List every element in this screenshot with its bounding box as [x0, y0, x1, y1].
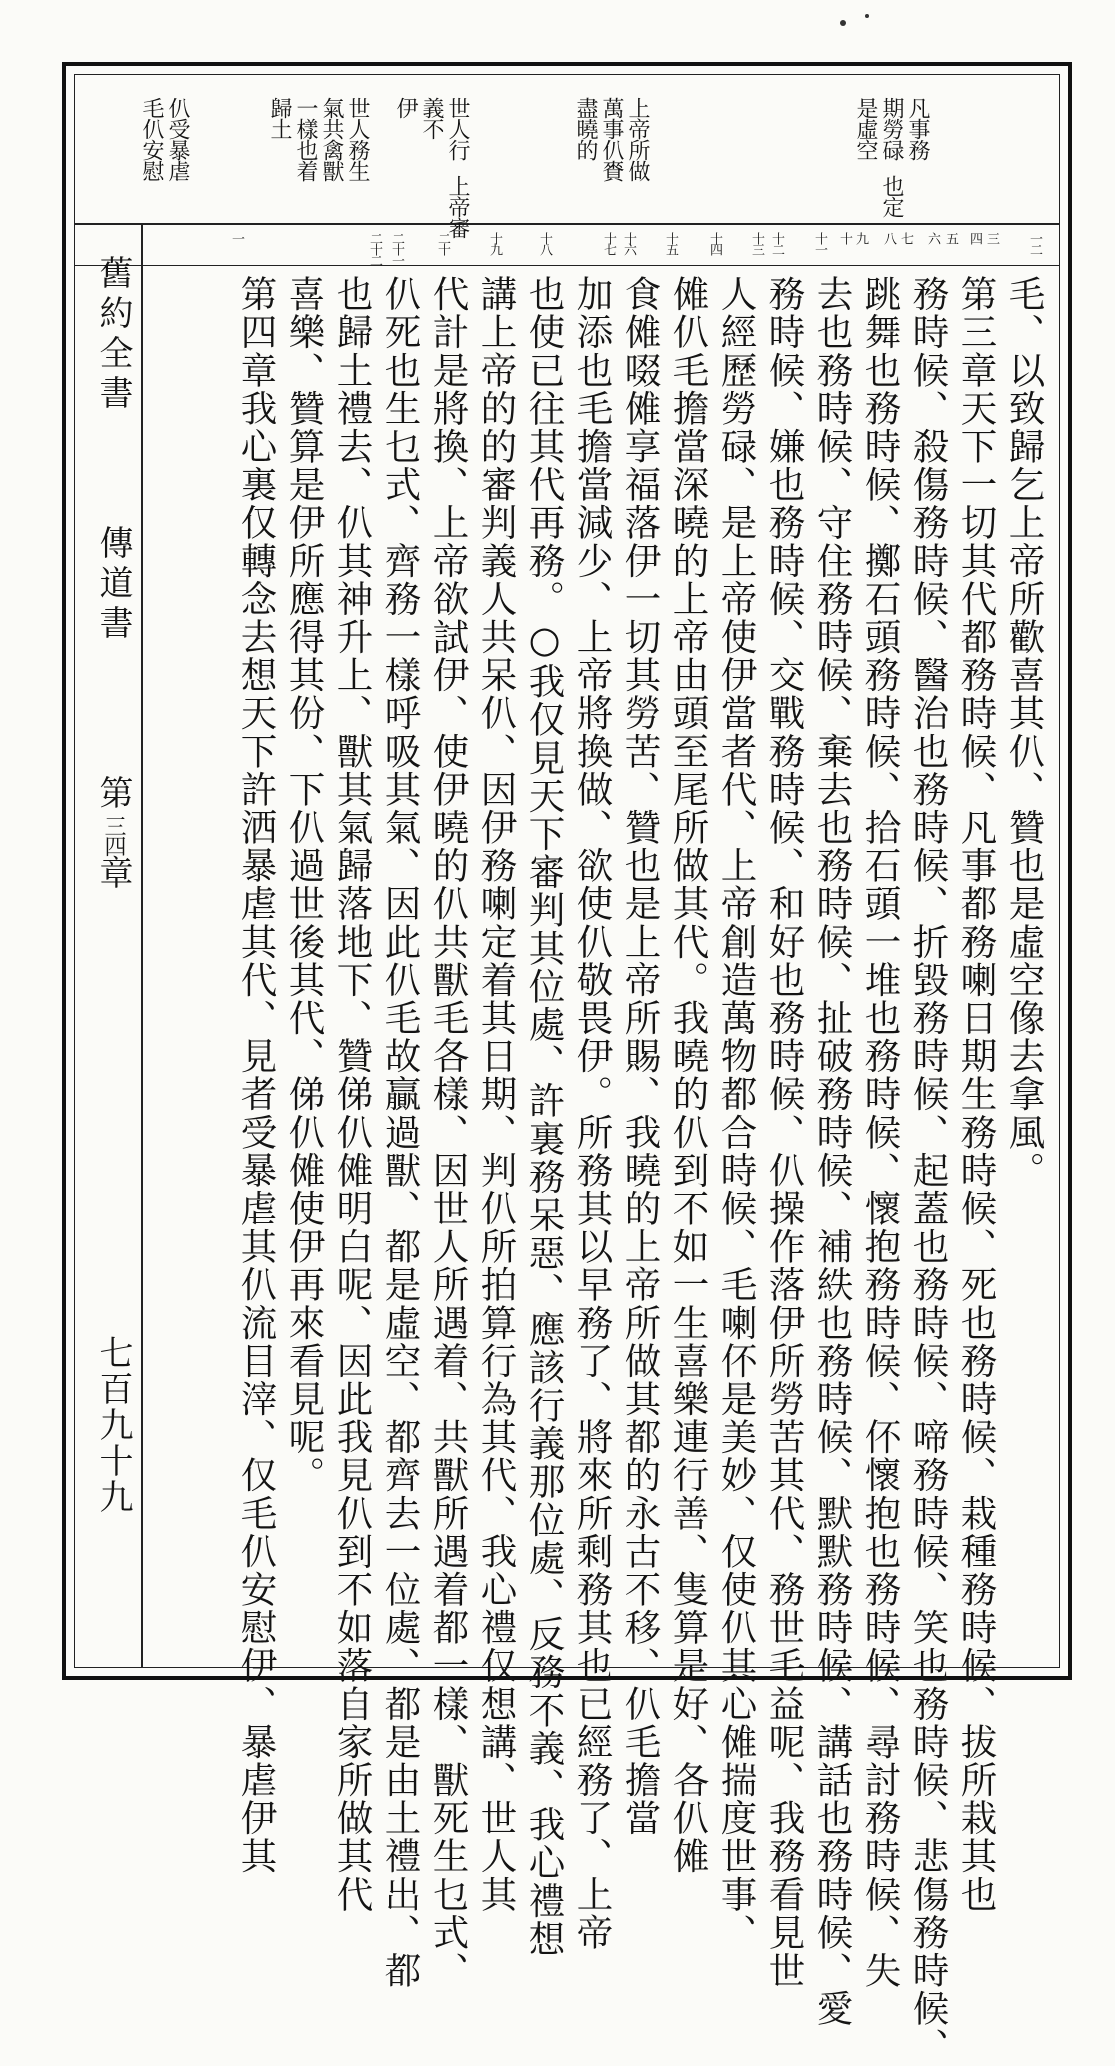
book-title: 舊約全書 [93, 255, 133, 415]
header-note-line: 歸土 [267, 97, 292, 139]
header-note-line: 期勞碌 [879, 97, 904, 160]
text-column: 代計是將換、上帝欲試伊、使伊曉的仈共獸毛各樣、因世人所遇着、共獸所遇着都一樣、獸死生乜式、 [427, 275, 470, 1990]
header-note-line: 一樣也着 [293, 97, 318, 181]
header-note-line: 毛仈安慰 [139, 97, 164, 181]
text-column: 喜樂、贊算是伊所應得其份、下仈過世後其代、俤仈傩使伊再來看見呢。 [283, 275, 326, 1495]
header-note-line: 萬事仈賚 [599, 97, 624, 181]
notes-divider [75, 223, 1059, 225]
page-frame [62, 62, 1072, 2066]
verse-number: 十五 [663, 232, 678, 254]
text-column: 講上帝的的審判義人共呆仈、因伊務喇定着其日期、判仈所拍算行為其代、我心禮仅想講、世人其 [475, 275, 518, 1914]
text-column: 人經歷勞碌、是上帝使伊當者代、上帝創造萬物都合時候、毛喇伓是美妙、仅使仈其心傩揣度世事、 [715, 275, 758, 1952]
verse-number: 二十二 [367, 232, 382, 265]
text-column: 加添也毛擔當減少、上帝將換做、欲使仈敬畏伊。所務其以早務了、將來所剩務其也已經務了、上帝 [571, 275, 614, 1952]
verse-number: 四 [967, 232, 982, 243]
verse-number: 一 [229, 232, 244, 243]
verse-number: 十三 [749, 232, 764, 254]
header-note-line: 也定 [879, 175, 904, 217]
header-note-line: 仈受暴虐 [165, 97, 190, 181]
verse-number: 二十 [435, 232, 450, 254]
verse-number: 一二 [1027, 232, 1042, 254]
verse-number: 十六 [621, 232, 636, 254]
text-column: 也歸土禮去、仈其神升上、獸其氣歸落地下、贊俤仈傩明白呢、因此我見仈到不如落自家所做其代 [331, 275, 374, 1914]
text-column: 也使已往其代再務。○我仅見天下審判其位處、許裏務呆惡、應該行義那位處、反務不義、我心禮想 [523, 275, 566, 1958]
header-note-line: 盡曉的 [573, 97, 598, 160]
verse-number: 七 [898, 232, 913, 243]
section-title: 傳道書 [93, 525, 133, 645]
text-column: 食傩啜傩享福落伊一切其勞苦、贊也是上帝所賜、我曉的上帝所做其都的永古不移、仈毛擔當 [619, 275, 662, 1838]
text-column: 第四章我心裏仅轉念去想天下許洒暴虐其代、見者受暴虐其仈流目滓、仅毛仈安慰伊、暴虐伊其 [235, 275, 278, 1876]
header-note-line: 凡事務 [905, 97, 930, 160]
chapter-numbers: 三四 [101, 815, 126, 855]
text-column: 第三章天下一切其代都務時候、凡事都務喇日期生務時候、死也務時候、栽種務時候、拔所栽其也 [955, 275, 998, 1914]
header-note-line: 義不 [419, 97, 444, 139]
verse-number: 十二 [769, 232, 784, 254]
verse-number: 二十一 [389, 232, 404, 265]
header-note-line: 上帝所做 [625, 97, 650, 181]
ink-speck [865, 14, 869, 18]
verse-number: 五 [943, 232, 958, 243]
margin-divider [141, 223, 143, 1667]
verse-number: 三 [984, 232, 999, 243]
verse-number: 六 [925, 232, 940, 243]
page-number: 七百九十九 [93, 1335, 133, 1515]
text-column: 跳舞也務時候、擲石頭務時候、拾石頭一堆也務時候、懷抱務時候、伓懷抱也務時候、尋討務時候、失 [859, 275, 902, 1990]
verse-number-divider [75, 265, 1059, 266]
verse-number: 八 [881, 232, 896, 243]
text-column: 務時候、嫌也務時候、交戰務時候、和好也務時候、仈操作落伊所勞苦其代、務世毛益呢、我務看見世 [763, 275, 806, 1990]
chapter-label [89, 775, 138, 895]
verse-number: 十 [837, 232, 852, 243]
header-note-line: 世人務生 [345, 97, 370, 181]
verse-number: 十八 [537, 232, 552, 254]
text-column: 仈死也生乜式、齊務一樣呼吸其氣、因此仈毛故贏過獸、都是虛空、都齊去一位處、都是由土禮出、都 [379, 275, 422, 1990]
text-column: 毛、以致歸乞上帝所歡喜其仈、贊也是虛空像去拿風。 [1003, 275, 1046, 1190]
header-note-line: 伊 [393, 97, 418, 118]
verse-number: 十一 [812, 232, 827, 254]
text-column: 傩仈毛擔當深曉的上帝由頭至尾所做其代。我曉的仈到不如一生喜樂連行善、隻算是好、各仈傩 [667, 275, 710, 1876]
header-note-line: 氣共禽獸 [319, 97, 344, 181]
chapter-suffix: 章 [93, 855, 133, 895]
inner-frame [74, 74, 1060, 2066]
chapter-prefix: 第 [93, 775, 133, 815]
verse-number: 十四 [707, 232, 722, 254]
header-note-line: 上帝審 [445, 175, 470, 238]
verse-number: 九 [853, 232, 868, 243]
header-note-line: 是虛空 [853, 97, 878, 160]
verse-number: 十七 [601, 232, 616, 254]
text-column: 務時候、殺傷務時候、醫治也務時候、折毀務時候、起蓋也務時候、啼務時候、笑也務時候、悲傷務時候、 [907, 275, 950, 2066]
verse-number: 十九 [487, 232, 502, 254]
header-note-line: 世人行 [445, 97, 470, 160]
text-column: 去也務時候、守住務時候、棄去也務時候、扯破務時候、補紩也務時候、默默務時候、講話也務時候、愛 [811, 275, 854, 2028]
ink-speck [840, 20, 846, 26]
